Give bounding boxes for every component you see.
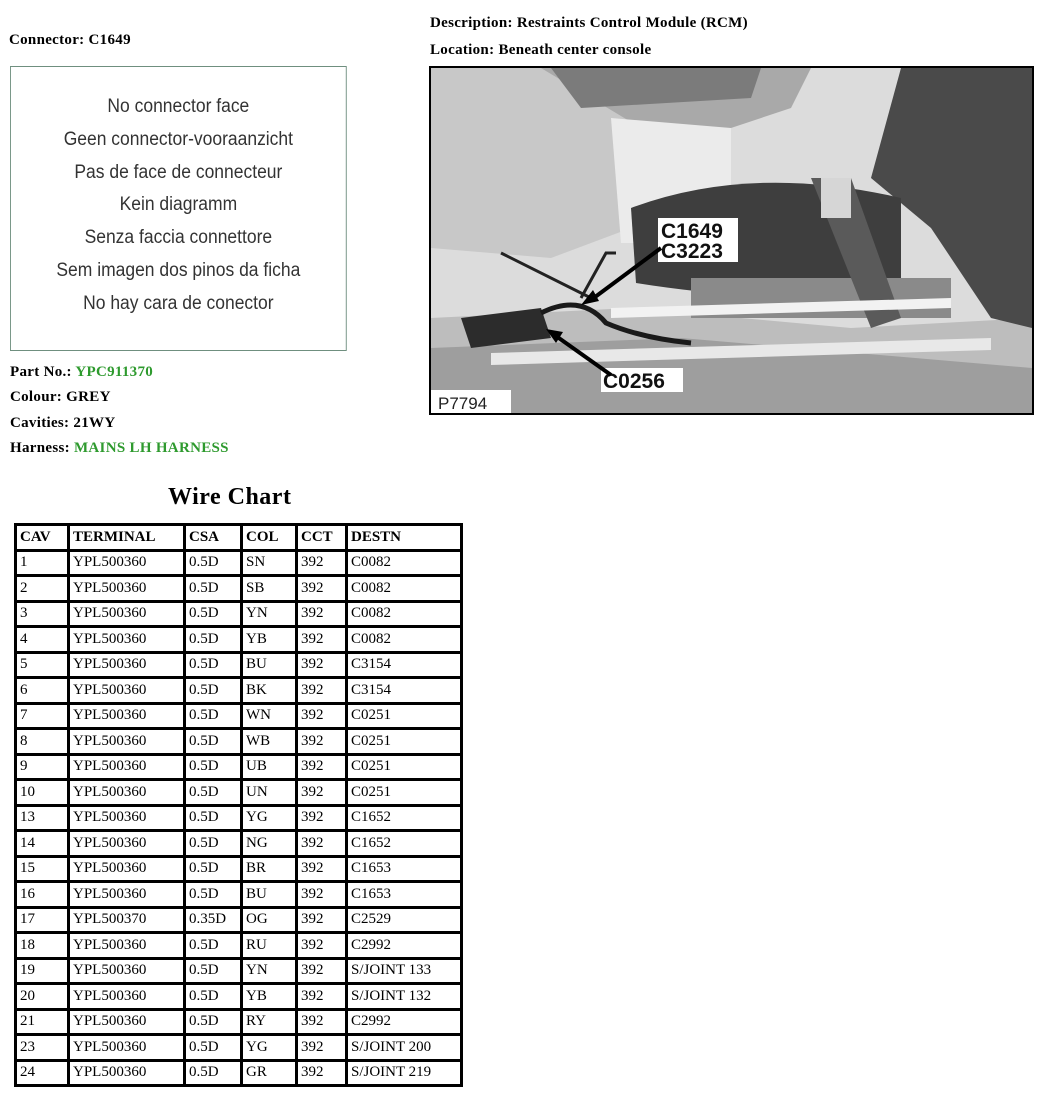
no-face-line: Kein diagramm bbox=[119, 194, 238, 216]
description-line bbox=[430, 15, 748, 32]
cell-destn: C0082 bbox=[348, 577, 460, 600]
cell-csa: 0.5D bbox=[186, 1036, 240, 1059]
cell-col: UN bbox=[243, 781, 295, 804]
cell-cct: 392 bbox=[298, 832, 345, 855]
cell-destn: C1652 bbox=[348, 832, 460, 855]
cell-cct: 392 bbox=[298, 730, 345, 753]
cell-col: WB bbox=[243, 730, 295, 753]
cell-cct: 392 bbox=[298, 807, 345, 830]
connector-line bbox=[9, 32, 131, 49]
no-face-line: Pas de face de connecteur bbox=[74, 161, 283, 183]
cell-destn: C2529 bbox=[348, 909, 460, 932]
cell-cav: 1 bbox=[17, 552, 67, 575]
cell-terminal: YPL500360 bbox=[70, 603, 183, 626]
cell-cct: 392 bbox=[298, 756, 345, 779]
cell-col: YB bbox=[243, 628, 295, 651]
cell-cav: 20 bbox=[17, 985, 67, 1008]
table-row bbox=[17, 1036, 460, 1059]
cell-csa: 0.5D bbox=[186, 705, 240, 728]
cell-csa: 0.5D bbox=[186, 883, 240, 906]
cell-destn: C0082 bbox=[348, 603, 460, 626]
cell-col: RY bbox=[243, 1011, 295, 1034]
header-col: COL bbox=[243, 526, 295, 549]
cell-terminal: YPL500360 bbox=[70, 628, 183, 651]
cell-destn: C0251 bbox=[348, 781, 460, 804]
cell-cav: 23 bbox=[17, 1036, 67, 1059]
cell-destn: S/JOINT 133 bbox=[348, 960, 460, 983]
no-face-line: Senza faccia connettore bbox=[84, 227, 273, 249]
table-row bbox=[17, 552, 460, 575]
cell-destn: C0251 bbox=[348, 756, 460, 779]
part-number-line bbox=[10, 364, 153, 381]
cell-csa: 0.5D bbox=[186, 934, 240, 957]
table-row bbox=[17, 705, 460, 728]
harness-value: MAINS LH HARNESS bbox=[73, 440, 229, 456]
cell-destn: C2992 bbox=[348, 1011, 460, 1034]
cell-col: NG bbox=[243, 832, 295, 855]
callout-c0256: C0256 bbox=[603, 370, 665, 393]
cell-cct: 392 bbox=[298, 705, 345, 728]
table-row bbox=[17, 756, 460, 779]
harness-line bbox=[10, 440, 229, 457]
cell-col: YB bbox=[243, 985, 295, 1008]
cell-col: OG bbox=[243, 909, 295, 932]
cavities-value: 21WY bbox=[73, 415, 116, 431]
cell-terminal: YPL500360 bbox=[70, 552, 183, 575]
cell-csa: 0.5D bbox=[186, 730, 240, 753]
wire-chart-title: Wire Chart bbox=[168, 484, 292, 510]
cell-terminal: YPL500360 bbox=[70, 858, 183, 881]
cell-terminal: YPL500360 bbox=[70, 1062, 183, 1085]
cell-cct: 392 bbox=[298, 577, 345, 600]
cell-csa: 0.5D bbox=[186, 1062, 240, 1085]
cell-csa: 0.35D bbox=[186, 909, 240, 932]
harness-label: Harness: bbox=[10, 440, 70, 456]
cell-csa: 0.5D bbox=[186, 858, 240, 881]
colour-value: GREY bbox=[66, 389, 111, 405]
cell-csa: 0.5D bbox=[186, 628, 240, 651]
cell-cav: 19 bbox=[17, 960, 67, 983]
cell-destn: C0251 bbox=[348, 730, 460, 753]
cell-col: WN bbox=[243, 705, 295, 728]
cell-cav: 15 bbox=[17, 858, 67, 881]
cell-cct: 392 bbox=[298, 909, 345, 932]
callout-c3223: C3223 bbox=[661, 240, 723, 263]
cell-cct: 392 bbox=[298, 1011, 345, 1034]
cell-cav: 4 bbox=[17, 628, 67, 651]
cell-cav: 10 bbox=[17, 781, 67, 804]
cell-csa: 0.5D bbox=[186, 960, 240, 983]
location-line bbox=[430, 42, 651, 59]
cell-destn: C1652 bbox=[348, 807, 460, 830]
cell-cav: 3 bbox=[17, 603, 67, 626]
cell-terminal: YPL500360 bbox=[70, 781, 183, 804]
cell-cav: 5 bbox=[17, 654, 67, 677]
cell-cct: 392 bbox=[298, 934, 345, 957]
cell-cct: 392 bbox=[298, 858, 345, 881]
cell-col: SB bbox=[243, 577, 295, 600]
cell-cct: 392 bbox=[298, 883, 345, 906]
part-number-label: Part No.: bbox=[10, 364, 72, 380]
cell-col: BU bbox=[243, 883, 295, 906]
cell-terminal: YPL500360 bbox=[70, 985, 183, 1008]
cell-col: SN bbox=[243, 552, 295, 575]
table-row bbox=[17, 679, 460, 702]
cell-cav: 16 bbox=[17, 883, 67, 906]
cell-terminal: YPL500360 bbox=[70, 730, 183, 753]
cell-csa: 0.5D bbox=[186, 654, 240, 677]
cell-col: UB bbox=[243, 756, 295, 779]
description-label: Description: bbox=[430, 15, 513, 31]
photo-reference: P7794 bbox=[438, 394, 488, 413]
cell-csa: 0.5D bbox=[186, 781, 240, 804]
cell-col: YN bbox=[243, 960, 295, 983]
cell-col: YN bbox=[243, 603, 295, 626]
cell-cav: 8 bbox=[17, 730, 67, 753]
no-connector-face-box bbox=[10, 66, 347, 351]
cell-cct: 392 bbox=[298, 781, 345, 804]
wire-chart-header-row bbox=[17, 526, 460, 549]
cell-terminal: YPL500370 bbox=[70, 909, 183, 932]
table-row bbox=[17, 985, 460, 1008]
cell-terminal: YPL500360 bbox=[70, 1036, 183, 1059]
cell-destn: C2992 bbox=[348, 934, 460, 957]
cell-col: BU bbox=[243, 654, 295, 677]
colour-label: Colour: bbox=[10, 389, 63, 405]
table-row bbox=[17, 1011, 460, 1034]
cell-col: GR bbox=[243, 1062, 295, 1085]
no-face-line: No connector face bbox=[107, 96, 250, 117]
wire-chart-table bbox=[14, 523, 463, 1087]
cell-destn: C0251 bbox=[348, 705, 460, 728]
cavities-line bbox=[10, 415, 115, 432]
part-number-value: YPC911370 bbox=[75, 364, 154, 380]
description-value: Restraints Control Module (RCM) bbox=[516, 15, 748, 31]
connector-label: Connector: bbox=[9, 32, 85, 48]
callout-c1649: C1649 bbox=[661, 220, 723, 243]
cell-cav: 17 bbox=[17, 909, 67, 932]
cell-terminal: YPL500360 bbox=[70, 960, 183, 983]
table-row bbox=[17, 730, 460, 753]
table-row bbox=[17, 909, 460, 932]
cell-destn: C1653 bbox=[348, 883, 460, 906]
cell-cav: 24 bbox=[17, 1062, 67, 1085]
cell-cct: 392 bbox=[298, 1036, 345, 1059]
cell-csa: 0.5D bbox=[186, 756, 240, 779]
cell-terminal: YPL500360 bbox=[70, 654, 183, 677]
cell-terminal: YPL500360 bbox=[70, 577, 183, 600]
cell-cav: 7 bbox=[17, 705, 67, 728]
cell-col: RU bbox=[243, 934, 295, 957]
location-illustration bbox=[431, 68, 1032, 413]
cell-terminal: YPL500360 bbox=[70, 832, 183, 855]
cell-destn: S/JOINT 219 bbox=[348, 1062, 460, 1085]
table-row bbox=[17, 883, 460, 906]
cell-destn: C1653 bbox=[348, 858, 460, 881]
cell-csa: 0.5D bbox=[186, 577, 240, 600]
cell-destn: C0082 bbox=[348, 552, 460, 575]
no-face-line: Sem imagen dos pinos da ficha bbox=[56, 259, 301, 281]
table-row bbox=[17, 960, 460, 983]
cell-cav: 18 bbox=[17, 934, 67, 957]
table-row bbox=[17, 832, 460, 855]
cell-csa: 0.5D bbox=[186, 807, 240, 830]
cell-cct: 392 bbox=[298, 628, 345, 651]
cell-cav: 21 bbox=[17, 1011, 67, 1034]
cell-terminal: YPL500360 bbox=[70, 679, 183, 702]
cell-cct: 392 bbox=[298, 985, 345, 1008]
cell-terminal: YPL500360 bbox=[70, 705, 183, 728]
cell-cct: 392 bbox=[298, 654, 345, 677]
connector-value: C1649 bbox=[88, 32, 131, 48]
cell-cav: 13 bbox=[17, 807, 67, 830]
table-row bbox=[17, 603, 460, 626]
cell-destn: C0082 bbox=[348, 628, 460, 651]
cell-cav: 9 bbox=[17, 756, 67, 779]
cell-cct: 392 bbox=[298, 679, 345, 702]
cell-destn: S/JOINT 200 bbox=[348, 1036, 460, 1059]
cavities-label: Cavities: bbox=[10, 415, 70, 431]
location-value: Beneath center console bbox=[498, 42, 652, 58]
cell-destn: S/JOINT 132 bbox=[348, 985, 460, 1008]
cell-terminal: YPL500360 bbox=[70, 934, 183, 957]
cell-terminal: YPL500360 bbox=[70, 883, 183, 906]
header-csa: CSA bbox=[186, 526, 240, 549]
cell-cav: 6 bbox=[17, 679, 67, 702]
wire-chart-body bbox=[17, 552, 460, 1085]
table-row bbox=[17, 1062, 460, 1085]
table-row bbox=[17, 628, 460, 651]
cell-csa: 0.5D bbox=[186, 832, 240, 855]
cell-terminal: YPL500360 bbox=[70, 1011, 183, 1034]
no-face-line: No hay cara de conector bbox=[83, 292, 274, 314]
cell-terminal: YPL500360 bbox=[70, 756, 183, 779]
header-destn: DESTN bbox=[348, 526, 460, 549]
header-cav: CAV bbox=[17, 526, 67, 549]
table-row bbox=[17, 858, 460, 881]
cell-csa: 0.5D bbox=[186, 552, 240, 575]
no-face-line: Geen connector-vooraanzicht bbox=[63, 128, 294, 150]
cell-destn: C3154 bbox=[348, 654, 460, 677]
table-row bbox=[17, 654, 460, 677]
cell-cct: 392 bbox=[298, 603, 345, 626]
cell-csa: 0.5D bbox=[186, 603, 240, 626]
cell-cct: 392 bbox=[298, 960, 345, 983]
table-row bbox=[17, 934, 460, 957]
table-row bbox=[17, 807, 460, 830]
cell-csa: 0.5D bbox=[186, 1011, 240, 1034]
cell-csa: 0.5D bbox=[186, 985, 240, 1008]
table-row bbox=[17, 781, 460, 804]
cell-cct: 392 bbox=[298, 552, 345, 575]
cell-cav: 14 bbox=[17, 832, 67, 855]
colour-line bbox=[10, 389, 111, 406]
cell-col: BR bbox=[243, 858, 295, 881]
cell-terminal: YPL500360 bbox=[70, 807, 183, 830]
header-cct: CCT bbox=[298, 526, 345, 549]
location-label: Location: bbox=[430, 42, 495, 58]
cell-col: BK bbox=[243, 679, 295, 702]
cell-csa: 0.5D bbox=[186, 679, 240, 702]
location-photo bbox=[429, 66, 1034, 415]
cell-cav: 2 bbox=[17, 577, 67, 600]
cell-cct: 392 bbox=[298, 1062, 345, 1085]
table-row bbox=[17, 577, 460, 600]
cell-destn: C3154 bbox=[348, 679, 460, 702]
cell-col: YG bbox=[243, 807, 295, 830]
cell-col: YG bbox=[243, 1036, 295, 1059]
header-terminal: TERMINAL bbox=[70, 526, 183, 549]
